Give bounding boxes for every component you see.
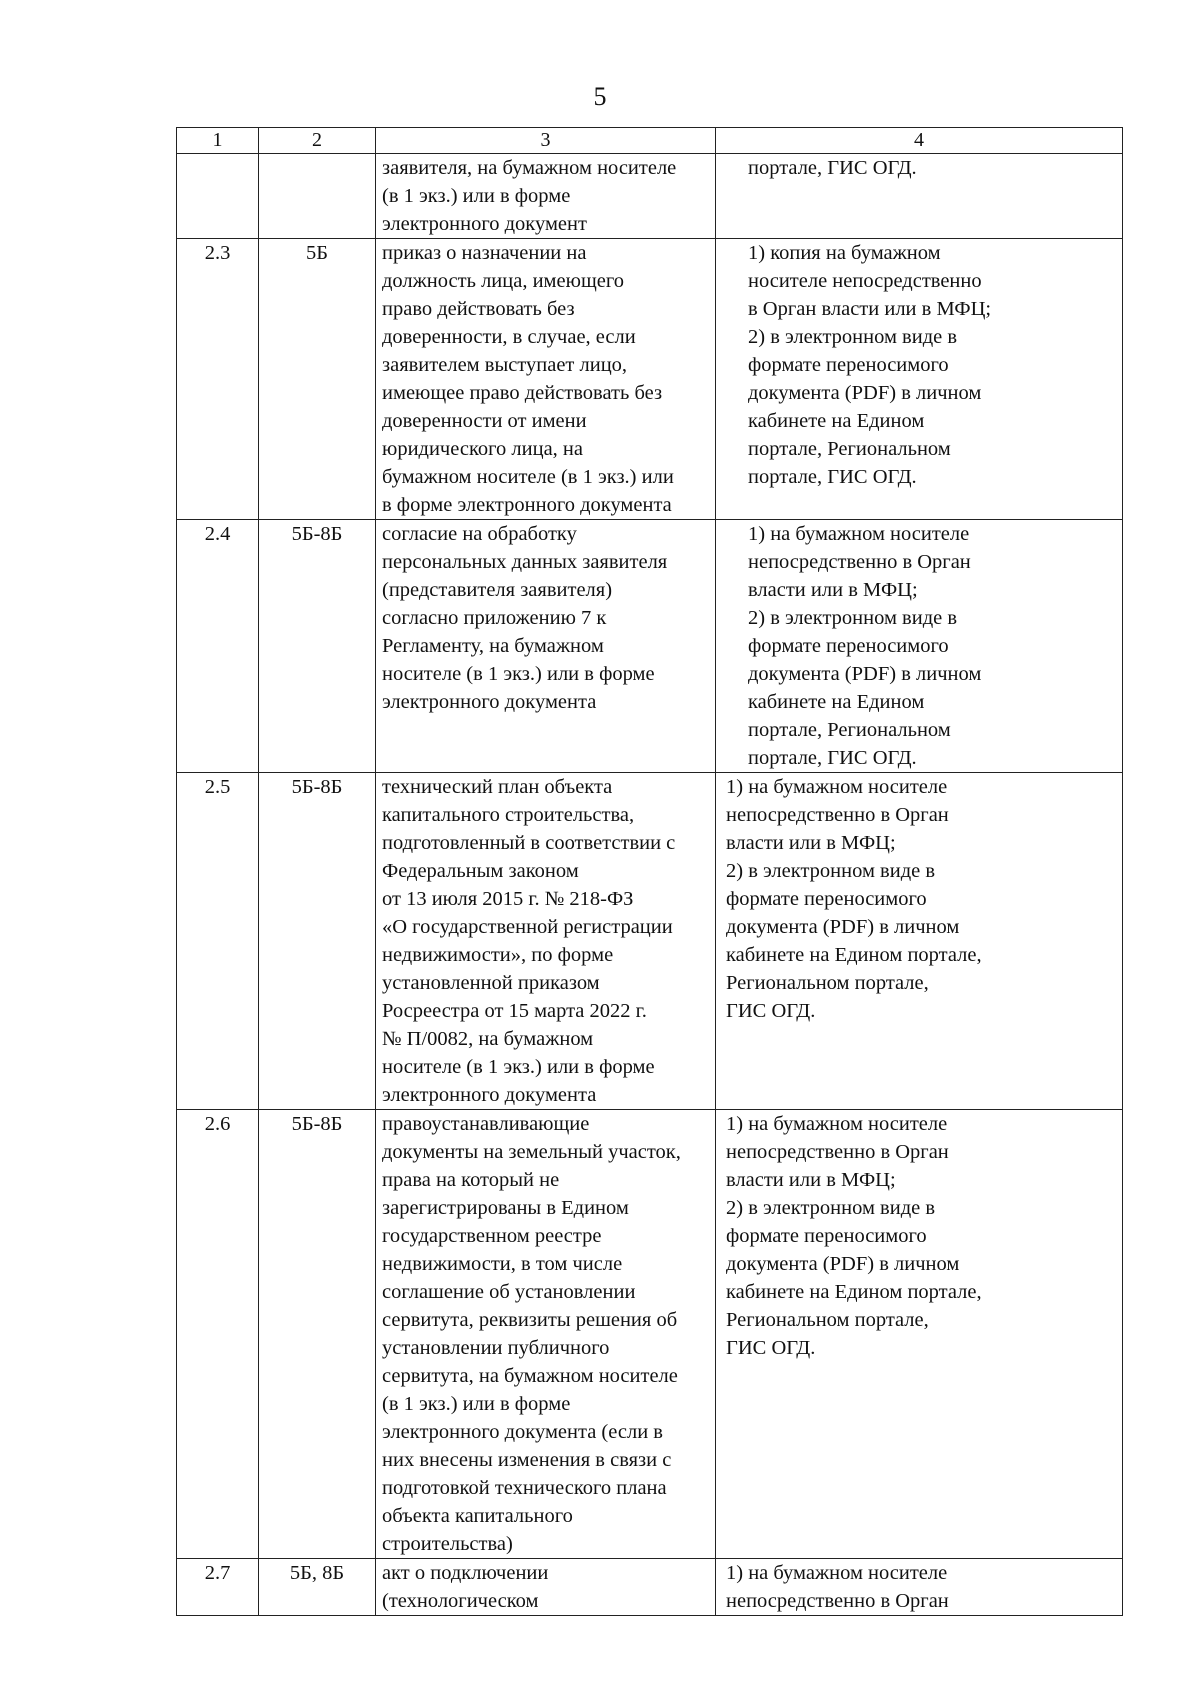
row-number-cell: 2.7 [177,1559,259,1616]
submission-method-cell [716,520,1123,773]
form-code-cell: 5Б-8Б [259,773,376,1110]
method-line: портале, ГИС ОГД. [748,157,917,179]
header-col-4: 4 [716,128,1123,154]
description-line: электронного документа [382,1084,597,1106]
method-line: портале, Региональном [748,438,951,460]
table-row [177,1110,1123,1559]
description-line: подготовленный в соответствии с [382,832,676,854]
method-line: формате переносимого [726,1225,927,1247]
method-line: 1) на бумажном носителе [726,776,948,798]
description-line: имеющее право действовать без [382,382,663,404]
table-row [177,520,1123,773]
description-line: объекта капитального [382,1505,573,1527]
description-line: электронного документ [382,213,587,235]
method-line: власти или в МФЦ; [726,1169,896,1191]
description-line: носителе (в 1 экз.) или в форме [382,663,655,685]
description-line: бумажном носителе (в 1 экз.) или [382,466,674,488]
method-line: Региональном портале, [726,1309,929,1331]
description-line: согласие на обработку [382,523,577,545]
form-code-cell: 5Б, 8Б [259,1559,376,1616]
submission-method-cell [716,773,1123,1110]
row-number-cell: 2.3 [177,239,259,520]
method-line: власти или в МФЦ; [726,832,896,854]
description-line: документы на земельный участок, [382,1141,681,1163]
method-line: 2) в электронном виде в [726,860,936,882]
form-code-cell: 5Б-8Б [259,1110,376,1559]
description-line: заявителем выступает лицо, [382,354,628,376]
submission-method-cell [716,1110,1123,1559]
method-line: 1) на бумажном носителе [726,1562,948,1584]
description-line: Федеральным законом [382,860,579,882]
method-line: кабинете на Едином [748,691,925,713]
description-line: (представителя заявителя) [382,579,613,601]
header-col-2: 2 [259,128,376,154]
method-line: формате переносимого [726,888,927,910]
page-number: 5 [593,82,607,111]
description-line: соглашение об установлении [382,1281,636,1303]
description-line: технический план объекта [382,776,613,798]
method-line: 1) на бумажном носителе [748,523,970,545]
description-line: государственном реестре [382,1225,602,1247]
description-line: доверенности от имени [382,410,587,432]
method-line: 2) в электронном виде в [748,607,958,629]
description-line: заявителя, на бумажном носителе [382,157,677,179]
method-line: портале, ГИС ОГД. [748,466,917,488]
method-line: 2) в электронном виде в [726,1197,936,1219]
method-line: кабинете на Едином [748,410,925,432]
row-number-cell: 2.5 [177,773,259,1110]
description-line: недвижимости, в том числе [382,1253,623,1275]
row-number-cell [177,154,259,239]
description-line: от 13 июля 2015 г. № 218-ФЗ [382,888,634,910]
description-line: недвижимости», по форме [382,944,614,966]
submission-method-cell [716,154,1123,239]
description-line: № П/0082, на бумажном [382,1028,594,1050]
description-line: согласно приложению 7 к [382,607,607,629]
method-line: портале, Региональном [748,719,951,741]
document-description-cell [376,1559,716,1616]
form-code-cell [259,154,376,239]
description-line: сервитута, реквизиты решения об [382,1309,678,1331]
description-line: доверенности, в случае, если [382,326,636,348]
documents-table [176,127,1123,1616]
description-line: носителе (в 1 экз.) или в форме [382,1056,655,1078]
method-line: 1) копия на бумажном [748,242,941,264]
description-line: права на который не [382,1169,560,1191]
description-line: в форме электронного документа [382,494,672,516]
table-row [177,773,1123,1110]
row-number-cell: 2.4 [177,520,259,773]
description-line: (в 1 экз.) или в форме [382,1393,571,1415]
method-line: ГИС ОГД. [726,1337,816,1359]
row-number-cell: 2.6 [177,1110,259,1559]
description-line: подготовкой технического плана [382,1477,667,1499]
method-line: непосредственно в Орган [726,804,949,826]
method-line: непосредственно в Орган [726,1590,949,1612]
description-line: установленной приказом [382,972,600,994]
description-line: капитального строительства, [382,804,635,826]
method-line: документа (PDF) в личном [726,1253,960,1275]
submission-method-cell [716,239,1123,520]
method-line: непосредственно в Орган [748,551,971,573]
method-line: 1) на бумажном носителе [726,1113,948,1135]
description-line: электронного документа [382,691,597,713]
method-line: 2) в электронном виде в [748,326,958,348]
method-line: в Орган власти или в МФЦ; [748,298,992,320]
description-line: электронного документа (если в [382,1421,663,1443]
method-line: формате переносимого [748,635,949,657]
description-line: установлении публичного [382,1337,610,1359]
document-description-cell [376,154,716,239]
method-line: носителе непосредственно [748,270,982,292]
table-row [177,239,1123,520]
description-line: сервитута, на бумажном носителе [382,1365,678,1387]
document-description-cell [376,239,716,520]
document-description-cell [376,1110,716,1559]
description-line: (технологическом [382,1590,539,1612]
method-line: Региональном портале, [726,972,929,994]
description-line: строительства) [382,1533,513,1555]
method-line: кабинете на Едином портале, [726,1281,982,1303]
method-line: непосредственно в Орган [726,1141,949,1163]
method-line: ГИС ОГД. [726,1000,816,1022]
description-line: право действовать без [382,298,575,320]
description-line: Росреестра от 15 марта 2022 г. [382,1000,647,1022]
description-line: юридического лица, на [382,438,583,460]
header-col-3: 3 [376,128,716,154]
method-line: власти или в МФЦ; [748,579,918,601]
method-line: кабинете на Едином портале, [726,944,982,966]
table-header-row [177,128,1123,154]
description-line: «О государственной регистрации [382,916,673,938]
table-row [177,1559,1123,1616]
description-line: акт о подключении [382,1562,549,1584]
document-description-cell [376,773,716,1110]
submission-method-cell [716,1559,1123,1616]
description-line: них внесены изменения в связи с [382,1449,672,1471]
method-line: документа (PDF) в личном [748,382,982,404]
description-line: приказ о назначении на [382,242,587,264]
method-line: портале, ГИС ОГД. [748,747,917,769]
method-line: документа (PDF) в личном [748,663,982,685]
document-description-cell [376,520,716,773]
description-line: персональных данных заявителя [382,551,668,573]
description-line: (в 1 экз.) или в форме [382,185,571,207]
form-code-cell: 5Б-8Б [259,520,376,773]
table-row [177,154,1123,239]
description-line: правоустанавливающие [382,1113,590,1135]
header-col-1: 1 [177,128,259,154]
form-code-cell: 5Б [259,239,376,520]
method-line: формате переносимого [748,354,949,376]
method-line: документа (PDF) в личном [726,916,960,938]
description-line: должность лица, имеющего [382,270,624,292]
description-line: Регламенту, на бумажном [382,635,604,657]
description-line: зарегистрированы в Едином [382,1197,629,1219]
